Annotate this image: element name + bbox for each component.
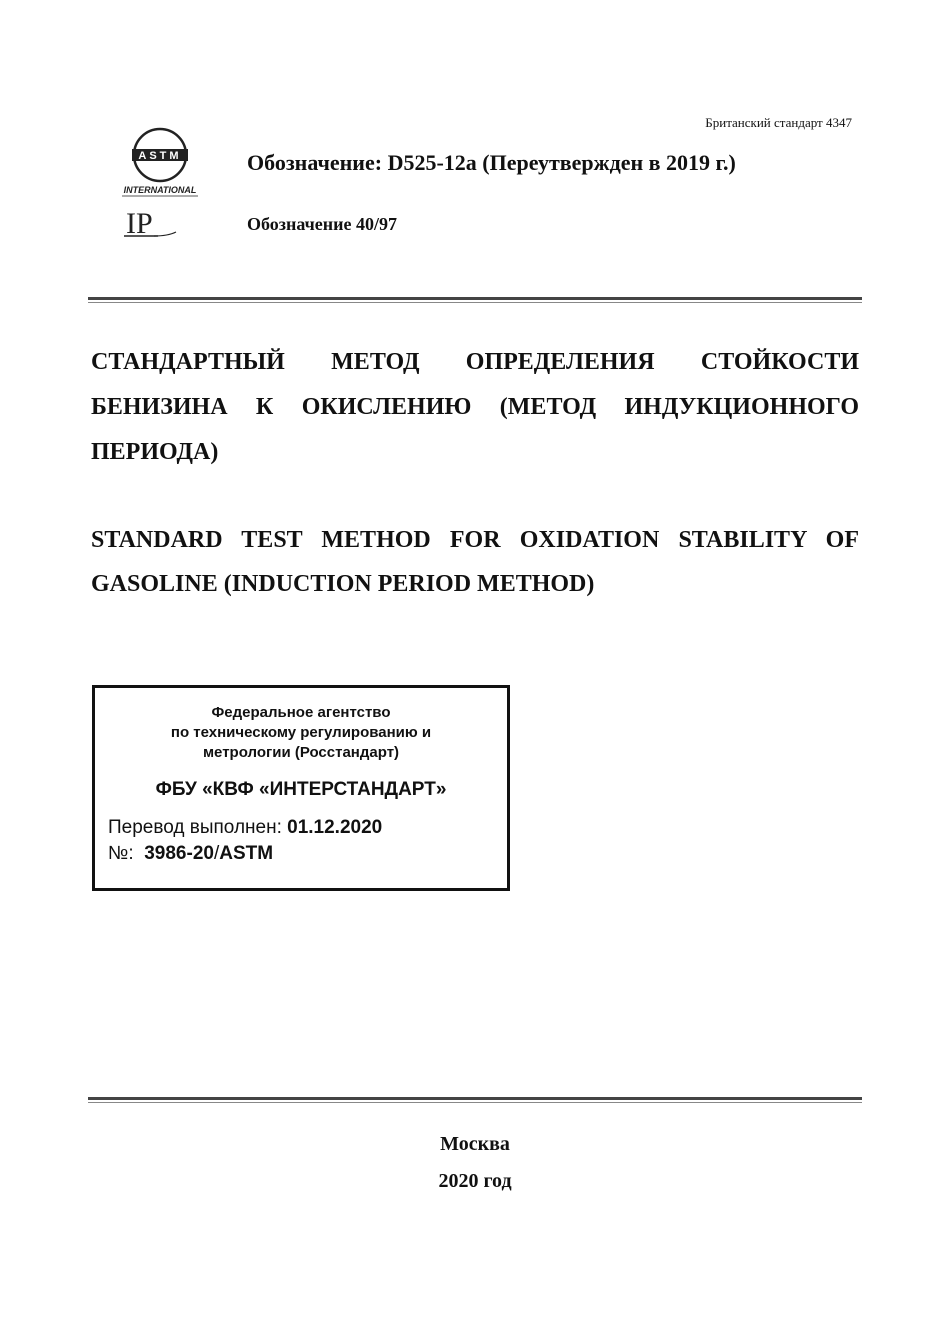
astm-logo — [118, 125, 202, 200]
ip-designation: Обозначение 40/97 — [247, 214, 398, 234]
ip-logo — [124, 205, 180, 241]
title-russian: СТАНДАРТНЫЙ МЕТОД ОПРЕДЕЛЕНИЯ СТОЙКОСТИ БЕНИЗИНА К ОКИСЛЕНИЮ (МЕТОД ИНДУКЦИОННОГО ПЕРИОДА) — [91, 349, 859, 465]
stamp-org-line-3: метрологии (Росстандарт) — [202, 744, 400, 761]
british-standard-label: Британский стандарт 4347 — [705, 115, 852, 130]
document-designation: Обозначение: D525-12a (Переутвержден в 2019 г.) — [247, 150, 736, 175]
bottom-divider — [88, 1097, 862, 1100]
stamp-company: ФБУ «КВФ «ИНТЕРСТАНДАРТ» — [155, 779, 447, 800]
number-label: №: — [108, 843, 134, 864]
translation-stamp — [92, 685, 510, 891]
stamp-organization — [95, 703, 507, 763]
stamp-translation-date-row — [95, 815, 507, 841]
publication-city: Москва — [440, 1133, 510, 1155]
ip-logo-letters: IP — [126, 207, 153, 240]
number-suffix: ASTM — [219, 843, 274, 864]
number-value: 3986-20 — [144, 843, 214, 864]
top-divider — [88, 297, 862, 300]
stamp-org-line-2: по техническому регулированию и — [170, 724, 432, 741]
translation-date-value: 01.12.2020 — [287, 817, 383, 838]
astm-logo-international: INTERNATIONAL — [123, 185, 197, 195]
stamp-number-row — [95, 841, 507, 867]
publication-year: 2020 год — [438, 1170, 512, 1192]
astm-logo-letters: ASTM — [138, 150, 182, 162]
translation-date-label: Перевод выполнен: — [108, 817, 282, 838]
stamp-org-line-1: Федеральное агентство — [211, 704, 391, 721]
title-english: STANDARD TEST METHOD FOR OXIDATION STABILITY OF GASOLINE (INDUCTION PERIOD METHOD) — [91, 527, 859, 597]
number-separator: / — [213, 843, 220, 864]
